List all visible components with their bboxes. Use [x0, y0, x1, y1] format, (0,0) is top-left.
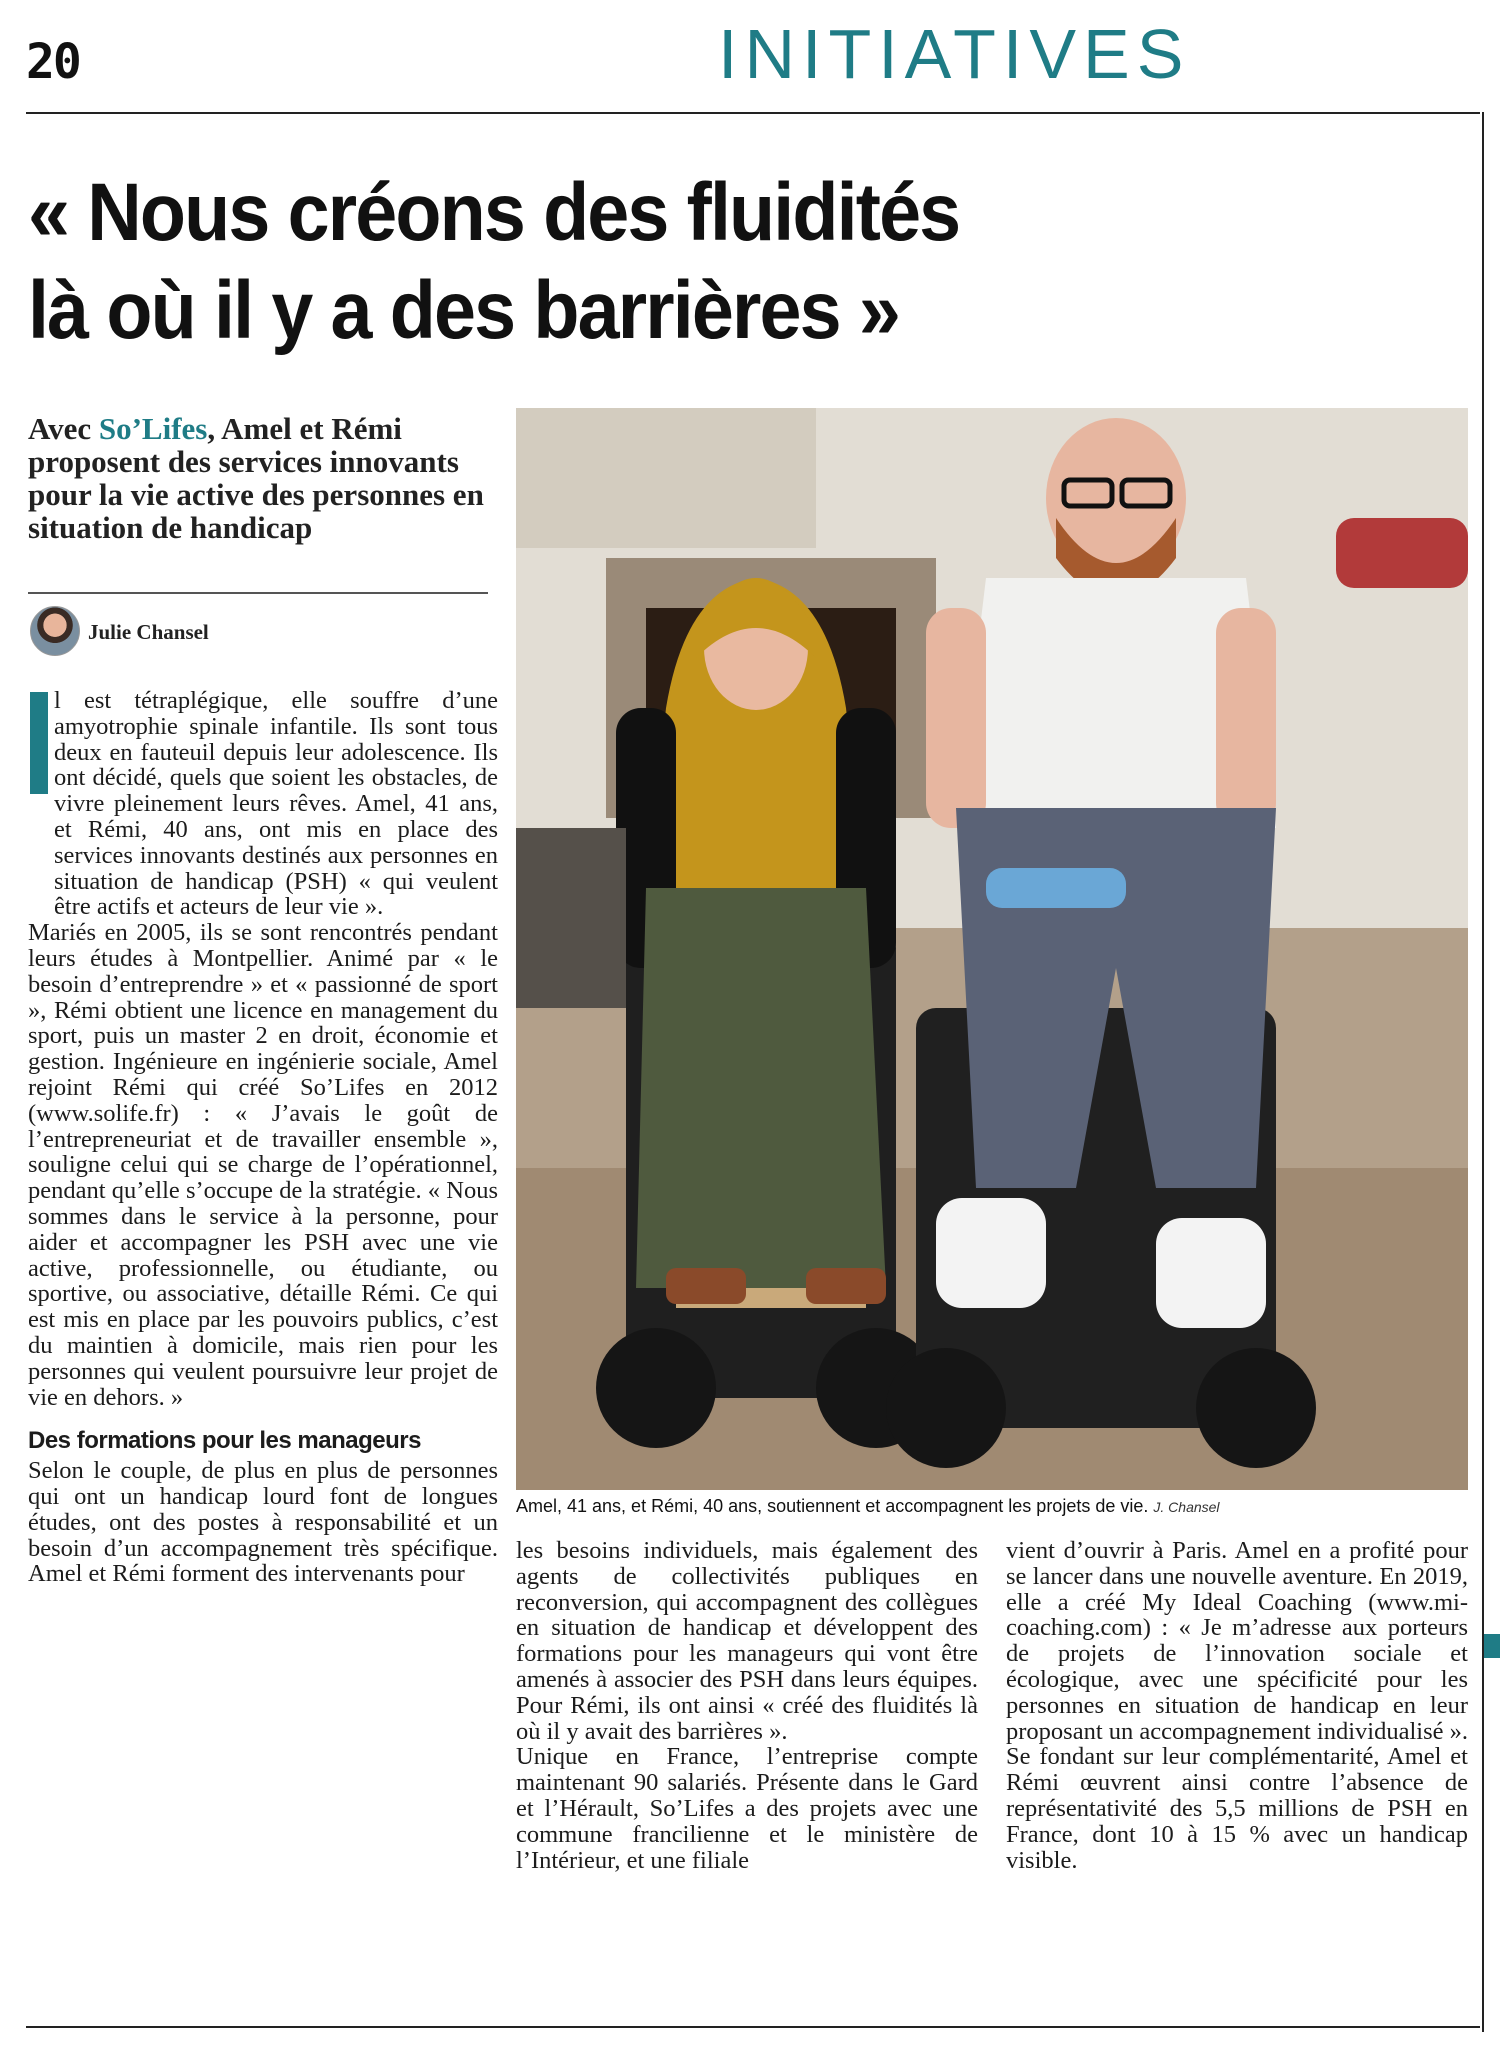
paragraph: vient d’ouvrir à Paris. Amel en a profité pour se lancer dans une nouvelle aventure. En 2019, elle a créé My Ideal Coaching (www.mi-coaching.com) : « Je m’adresse aux porteurs de projets de l’innovation sociale et écologique, avec une spécificité pour les personnes en situation de handicap en leur proposant un accompagnement individualisé ». [1006, 1537, 1468, 1745]
paragraph: Unique en France, l’entreprise compte maintenant 90 salariés. Présente dans le Gard et l’Hérault, So’Lifes a des projets avec une commune francilienne et le ministère de l’Intérieur, et une filiale [516, 1743, 978, 1874]
section-title: INITIATIVES [718, 15, 1191, 93]
caption-text: Amel, 41 ans, et Rémi, 40 ans, soutiennent et accompagnent les projets de vie. [516, 1496, 1149, 1516]
section-tab-marker [1484, 1634, 1500, 1658]
brand-name: So’Lifes [98, 411, 208, 446]
standfirst-lead: Avec [28, 411, 99, 446]
paragraph [28, 688, 498, 920]
author-avatar [30, 606, 80, 656]
paragraph: les besoins individuels, mais également des agents de collectivités publiques en reconversion, qui accompagnent des collègues en situation de handicap et développent des formations pour les manageurs qui vont être amenés à associer des PSH dans leurs équipes. Pour Rémi, ils ont ainsi « créé des fluidités là où il y avait des barrières ». [516, 1537, 978, 1745]
article-column-2 [516, 1538, 978, 1873]
header-divider [26, 112, 1480, 114]
photo-caption [516, 1490, 1468, 1522]
headline [28, 164, 1086, 360]
footer-divider [26, 2026, 1480, 2028]
standfirst-rest: , Amel et Rémi proposent des services innovants pour la vie active des personnes en situation de handicap [28, 411, 484, 545]
article-column-1 [28, 688, 498, 1587]
paragraph: Mariés en 2005, ils se sont rencontrés pendant leurs études à Montpellier. Animé par « le besoin d’entreprendre » et « passionné de sport », Rémi obtient une licence en management du sport, puis un master 2 en droit, économie et gestion. Ingénieure en ingénierie sociale, Amel rejoint Rémi qui créé So’Lifes en 2012 (www.solife.fr) : « J’avais le goût de l’entrepreneuriat et de travailler ensemble », souligne celui qui se charge de l’opérationnel, pendant qu’elle s’occupe de la stratégie. « Nous sommes dans le service à la personne, pour aider et accompagner les PSH avec une vie active, professionnelle, ou étudiante, ou sportive, ou associative, détaille Rémi. Ce qui est mis en place par les pouvoirs publics, c’est du maintien à domicile, mais rien pour les personnes qui veulent poursuivre leur projet de vie en dehors. » [28, 919, 498, 1411]
subheading: Des formations pour les manageurs [28, 1427, 421, 1455]
article-photo [516, 408, 1468, 1490]
author-name: Julie Chansel [88, 620, 209, 644]
paragraph: Se fondant sur leur complémentarité, Amel et Rémi œuvrent ainsi contre l’absence de représentativité des 5,5 millions de PSH en France, dont 10 à 15 % avec un handicap visible. [1006, 1743, 1468, 1874]
standfirst [28, 412, 498, 544]
right-divider [1482, 112, 1484, 2032]
headline-line-1: « Nous créons des fluidités [28, 167, 960, 258]
article-column-3 [1006, 1538, 1468, 1873]
paragraph: Selon le couple, de plus en plus de personnes qui ont un handicap lourd font de longues études, ont des postes à responsabilité et un besoin d’un accompagnement très spécifique. Amel et Rémi forment des intervenants pour [28, 1457, 498, 1588]
lead-paragraph: l est tétraplégique, elle souffre d’une amyotrophie spinale infantile. Ils sont tous deux en fauteuil depuis leur adolescence. Ils ont décidé, quels que soient les obstacles, de vivre pleinement leurs rêves. Amel, 41 ans, et Rémi, 40 ans, ont mis en place des services innovants destinés aux personnes en situation de handicap (PSH) « qui veulent être actifs et acteurs de leur vie ». [54, 687, 498, 921]
page-number: 20 [26, 34, 80, 90]
photo-illustration [516, 408, 1468, 1490]
headline-line-2: là où il y a des barrières » [28, 265, 900, 356]
byline-divider [28, 592, 488, 594]
photo-credit: J. Chansel [1153, 1499, 1220, 1515]
